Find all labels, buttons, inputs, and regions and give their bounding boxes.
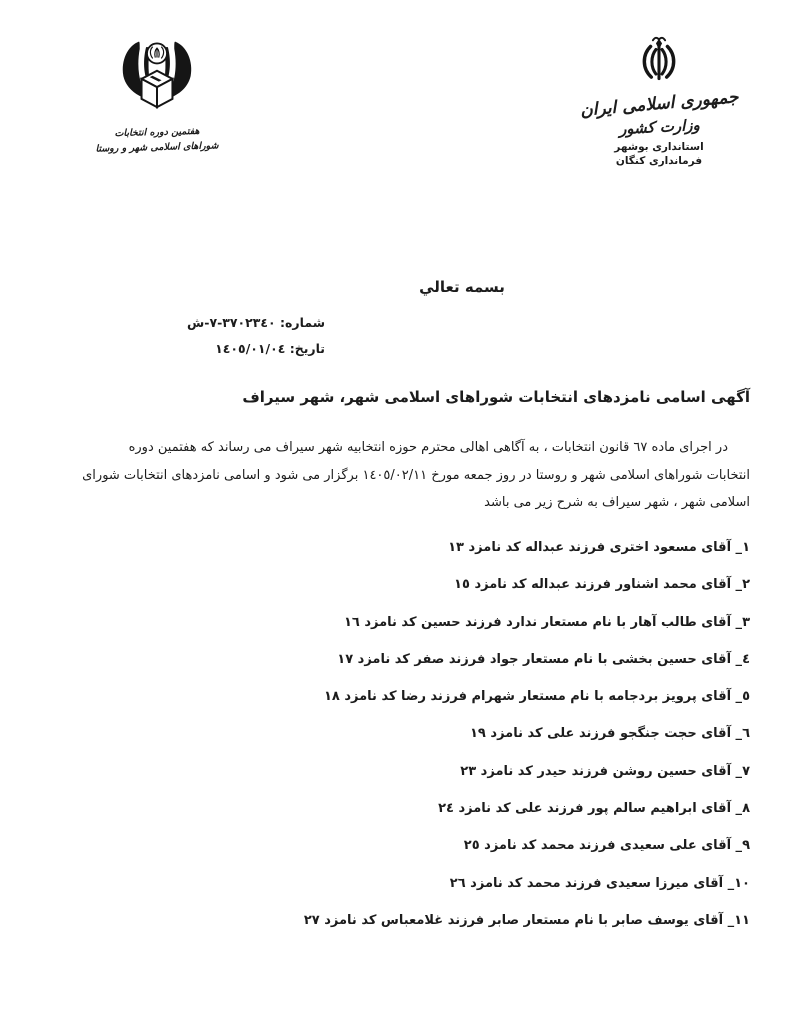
candidate-row: ٧_ آقای حسین روشن فرزند حیدر کد نامزد ٢٣ [460,763,750,779]
candidate-row: ١١_ آقای یوسف صابر با نام مستعار صابر فرزند غلامعباس کد نامزد ٢٧ [303,912,750,928]
reference-date-value: ١٤٠٥/٠١/٠٤ [215,341,286,356]
reference-date-label: تاریخ: [289,341,325,356]
paragraph-line: انتخابات شوراهای اسلامی شهر و روستا در روز جمعه مورخ ١٤٠٥/٠٢/١١ برگزار می شود و اسامی نامزدهای انتخابات شورای [82,467,750,483]
election-logo-caption-line1: هفتمین دوره انتخابات [114,125,200,140]
candidate-row: ٦_ آقای حجت جنگجو فرزند علی کد نامزد ١٩ [470,726,750,742]
ministry-name: وزارت کشور [618,115,700,139]
candidates-list [40,537,750,947]
reference-number-value: ٣٧٠٢٣٤٠-٧-ش [187,315,276,330]
council-elections-ballot-box-logo-icon [78,38,236,122]
candidate-row: ٨_ آقای ابراهیم سالم پور فرزند علی کد نامزد ٢٤ [438,801,750,817]
reference-date-line [125,336,325,362]
candidate-row: ١٠_ آقای میرزا سعیدی فرزند محمد کد نامزد ٢٦ [449,875,750,891]
reference-block [125,310,325,362]
candidate-row: ١_ آقای مسعود اختری فرزند عبداله کد نامزد ١٣ [448,540,750,555]
candidate-row: ٤_ آقای حسین بخشی با نام مستعار جواد فرزند صفر کد نامزد ١٧ [337,651,750,667]
candidate-row: ٣_ آقای طالب آهار با نام مستعار ندارد فرزند حسین کد نامزد ١٦ [343,614,750,630]
candidate-row: ٩_ آقای علی سعیدی فرزند محمد کد نامزد ٢٥ [463,838,750,854]
iran-national-emblem-icon [636,34,682,92]
besmellah-text: بسمه تعالي [419,278,505,296]
body-paragraph [50,434,750,517]
government-header [574,34,744,168]
county-name: فرمانداری کنگان [615,154,703,167]
reference-number-label: شماره: [280,315,325,330]
paragraph-line: در اجرای ماده ٦٧ قانون انتخابات ، به آگاهی اهالی محترم حوزه انتخابیه شهر سیراف می رساند که هفتمین دوره [128,440,728,455]
candidate-row: ٢_ آقای محمد اشناور فرزند عبداله کد نامزد ١٥ [454,577,750,593]
candidate-row: ٥_ آقای پرویز بردجامه با نام مستعار شهرام فرزند رضا کد نامزد ١٨ [323,689,750,705]
document-title: آگهی اسامی نامزدهای انتخابات شوراهای اسلامی شهر، شهر سیراف [242,388,750,406]
reference-number-line [125,310,325,336]
governorate-name: استانداری بوشهر [614,141,704,153]
election-logo-caption-line2: شوراهای اسلامی شهر و روستا [95,140,219,155]
paragraph-line: اسلامی شهر ، شهر سیراف به شرح زیر می باشد [484,495,750,510]
election-logo-block [78,38,236,155]
country-name: جمهوری اسلامی ایران [579,87,739,121]
